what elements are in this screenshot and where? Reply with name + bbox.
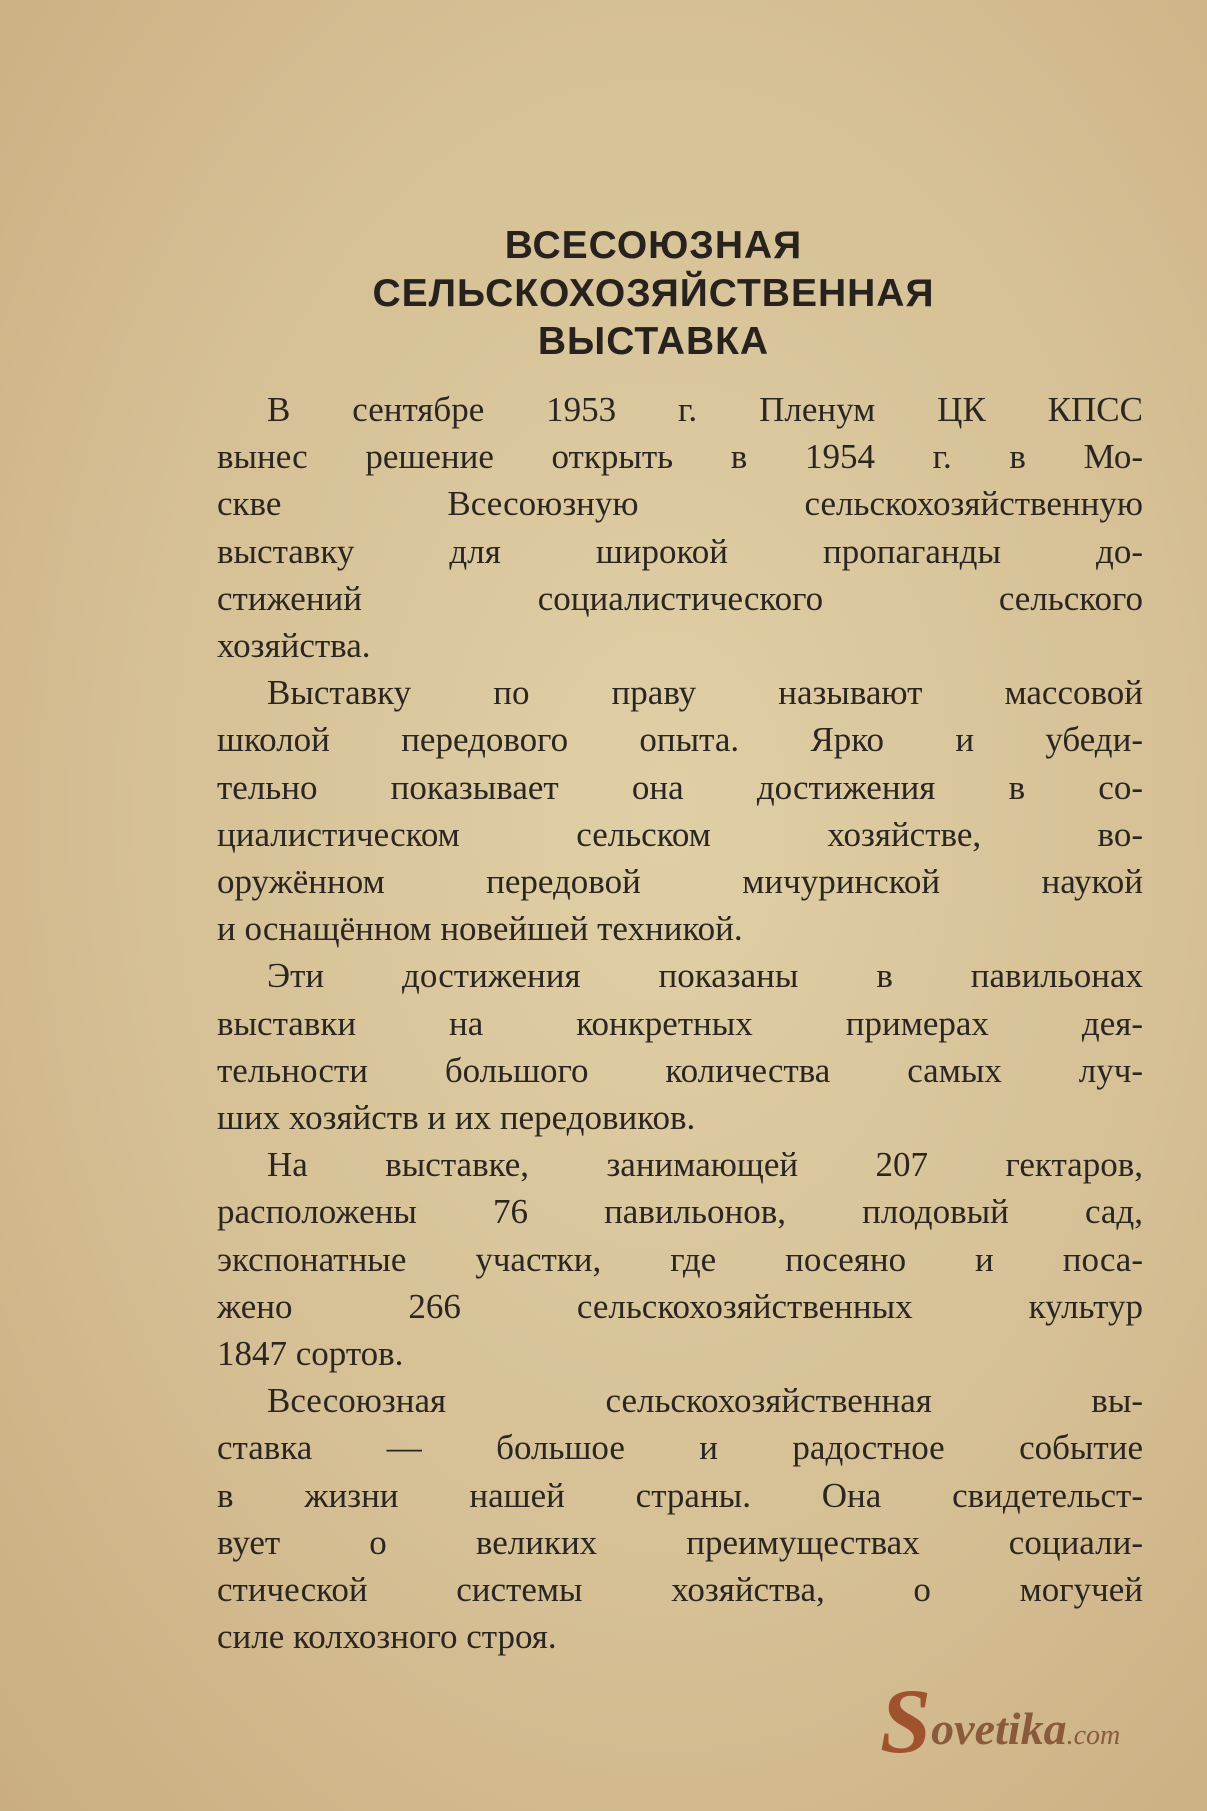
text-line: оружённом передовой мичуринской наукой	[217, 862, 1143, 902]
text-line: школой передового опыта. Ярко и убеди-	[217, 720, 1143, 760]
title-line: СЕЛЬСКОХОЗЯЙСТВЕННАЯ	[372, 272, 935, 315]
text-line: и оснащённом новейшей техникой.	[217, 909, 743, 949]
text-line: Эти достижения показаны в павильонах	[267, 956, 1143, 996]
text-line: силе колхозного строя.	[217, 1617, 557, 1657]
text-line: ставка — большое и радостное событие	[217, 1428, 1143, 1468]
text-line: расположены 76 павильонов, плодовый сад,	[217, 1192, 1143, 1232]
text-line: ших хозяйств и их передовиков.	[217, 1098, 696, 1138]
text-line: выставки на конкретных примерах дея-	[217, 1003, 1143, 1043]
paragraph	[217, 1141, 1143, 1377]
paragraph	[217, 669, 1143, 952]
text-line: На выставке, занимающей 207 гектаров,	[267, 1145, 1143, 1185]
watermark-logo-letter: S	[880, 1670, 932, 1772]
paragraph	[217, 1377, 1143, 1660]
text-line: тельности большого количества самых луч-	[217, 1050, 1143, 1090]
text-line: выставку для широкой пропаганды до-	[217, 531, 1143, 571]
text-line: вует о великих преимуществах социали-	[217, 1522, 1143, 1562]
paragraph	[217, 386, 1143, 669]
article-body	[217, 386, 1143, 1660]
text-line: хозяйства.	[217, 626, 371, 666]
paragraph	[217, 952, 1143, 1141]
text-line: стижений социалистического сельского	[217, 578, 1143, 618]
text-line: экспонатные участки, где посеяно и поса-	[217, 1239, 1143, 1279]
watermark-text: ovetika	[931, 1703, 1067, 1754]
sovetika-watermark	[880, 1668, 1120, 1774]
text-line: Выставку по праву называют массовой	[267, 673, 1143, 713]
text-line: в жизни нашей страны. Она свидетельст-	[217, 1475, 1143, 1515]
text-line: В сентябре 1953 г. Пленум ЦК КПСС	[267, 390, 1143, 429]
text-line: Всесоюзная сельскохозяйственная вы-	[267, 1381, 1143, 1421]
text-line: вынес решение открыть в 1954 г. в Мо-	[217, 437, 1143, 477]
text-line: 1847 сортов.	[217, 1334, 404, 1374]
text-line: циалистическом сельском хозяйстве, во-	[217, 814, 1143, 854]
text-line: стической системы хозяйства, о могучей	[217, 1570, 1143, 1610]
text-line: жено 266 сельскохозяйственных культур	[217, 1286, 1143, 1326]
watermark-domain: .com	[1066, 1720, 1121, 1751]
title-line: ВЫСТАВКА	[537, 320, 770, 363]
page-title	[0, 222, 1207, 366]
text-line: тельно показывает она достижения в со-	[217, 767, 1143, 807]
text-line: скве Всесоюзную сельскохозяйственную	[217, 484, 1143, 524]
title-line: ВСЕСОЮЗНАЯ	[504, 224, 803, 267]
